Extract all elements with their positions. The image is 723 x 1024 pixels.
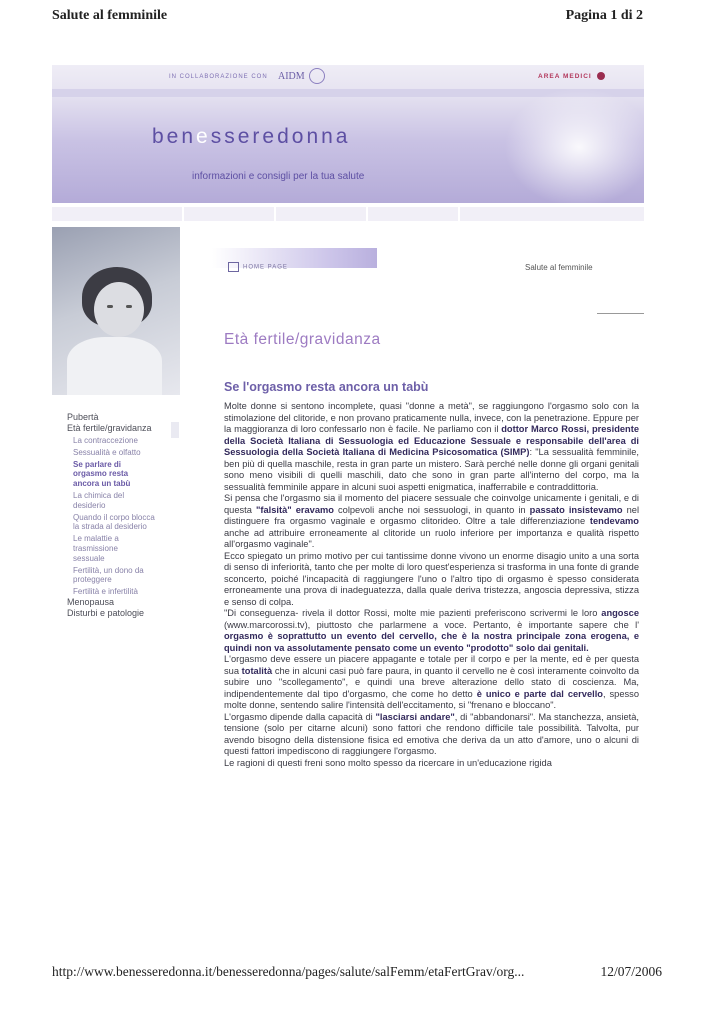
sidebar-subitem[interactable]: Sessualità e olfatto [73, 447, 141, 457]
partner-name[interactable]: AIDM [278, 71, 305, 82]
sidebar-nav [67, 412, 185, 619]
site-logo[interactable]: benesseredonna [152, 125, 351, 148]
collaboration-label: IN COLLABORAZIONE CON [169, 74, 268, 80]
area-medici-icon [597, 72, 605, 80]
sidebar-subitem[interactable]: Quando il corpo blocca la strada al desiderio [73, 512, 155, 532]
site-tagline: informazioni e consigli per la tua salute [192, 171, 365, 182]
sidebar-subitem[interactable]: Fertilità, un dono da proteggere [73, 565, 144, 585]
sidebar-subitem[interactable]: Fertilità e infertilità [73, 587, 138, 597]
print-date: 12/07/2006 [600, 964, 662, 979]
sidebar-subitem[interactable]: La contraccezione [73, 436, 138, 445]
nav-item[interactable] [184, 207, 274, 221]
paragraph: Molte donne si sentono incomplete, quasi "donne a metà", se raggiungono l'orgasmo solo con la stimolazione del clitoride, e non provano praticamente nulla, invece, con la penetrazione. Eppure per la maggioranza di loro confessarlo non è facile. Ne parliamo con il dottor Marco Rossi, presidente della Società Italiana di Sessuologia ed Educazione Sessuale e responsabile dell'area di Sessuologia della Società Italiana di Medicina Psicosomatica (SIMP): "La sessualità femminile, ben più di quella maschile, resta in gran parte un mistero. Sarà perché nelle donne gli organi genitali sono meno visibili di quelli maschili, dato che sono in gran parte all'interno del corpo, ma la sessualità femminile appare in alcuni suoi aspetti enigmatica, inafferrabile e contraddittoria. [224, 401, 639, 492]
paragraph: Ecco spiegato un primo motivo per cui tantissime donne vivono un enorme disagio unito a una sorta di senso di inferiorità, tanto che per molte di loro quest'esperienza si trasforma in una fonte di grande sconcerto, poiché l'incapacità di raggiungere l'uno o l'altro tipo di orgasmo è spesso considerata erroneamente una prova di inadeguatezza, dalla quale deriva tristezza, angoscia depressiva, stizza e senso di colpa. [224, 550, 639, 607]
article-body [224, 401, 639, 769]
sidebar-item-puberta[interactable]: Pubertà [67, 412, 99, 422]
sidebar-item-disturbi[interactable]: Disturbi e patologie [67, 607, 145, 618]
home-icon [228, 262, 239, 272]
sidebar-item-menopausa[interactable]: Menopausa [67, 596, 115, 607]
scrollbar[interactable] [171, 422, 179, 438]
breadcrumb[interactable]: Salute al femminile [525, 263, 593, 272]
paragraph: L'orgasmo deve essere un piacere appagante e totale per il corpo e per la mente, ed è per questa sua totalità che in alcuni casi può fare paura, in quanto il cervello ne è così interamente coinvolto da subire uno "scollegamento", e quindi una breve alterazione dello stato di coscienza. Ma, indipendentemente dal tipo d'orgasmo, che come ho detto è unico e parte dal cervello, spesso molte donne, sentendo salire l'intensità dell'eccitamento, si "frenano e bloccano". [224, 654, 639, 710]
paragraph: L'orgasmo dipende dalla capacità di "lasciarsi andare", di "abbandonarsi". Ma stanchezza, ansietà, tensione (solo per citarne alcuni) sono fattori che rendono difficile tale possibilità. Talvolta, pur avendo bisogno della distensione fisica ed emotiva che deriva da un atto d'amore, uno o alcuni di questi fattori impediscono di raggiungere l'orgasmo. [224, 711, 639, 756]
home-label[interactable]: HOME PAGE [243, 264, 288, 271]
page-url: http://www.benesseredonna.it/benesseredonna/pages/salute/salFemm/etaFertGrav/org... [52, 964, 525, 979]
nav-item[interactable] [276, 207, 366, 221]
nav-item[interactable] [460, 207, 644, 221]
home-link[interactable] [228, 262, 288, 272]
site-banner [52, 65, 644, 203]
sidebar-item-eta-fertile[interactable]: Età fertile/gravidanza [67, 423, 152, 433]
woman-photo [52, 227, 180, 395]
banner-decoration [504, 87, 644, 203]
paragraph: Si pensa che l'orgasmo sia il momento del piacere sessuale che coinvolge unicamente i genitali, e di questa "falsità" eravamo colpevoli anche noi sessuologi, in quanto in passato insistevamo nel distinguere fra orgasmo vaginale e orgasmo clitorideo. Oltre a tale differenziazione tendevamo anche ad attribuire erroneamente al clitoride un ruolo inferiore per importanza e qualità rispetto all'orgasmo vaginale". [224, 493, 640, 549]
nav-item[interactable] [52, 207, 182, 221]
sidebar-subitem-active[interactable]: Se parlare di orgasmo resta ancora un tabù [73, 459, 131, 489]
area-medici-link[interactable]: AREA MEDICI [538, 73, 592, 80]
print-page-number: Pagina 1 di 2 [565, 8, 643, 23]
article-title: Se l'orgasmo resta ancora un tabù [224, 380, 429, 394]
print-header-title: Salute al femminile [52, 8, 168, 23]
paragraph: "Di conseguenza- rivela il dottor Rossi, molte mie pazienti preferiscono scrivermi le loro angosce (www.marcorossi.tv), piuttosto che parlarmene a voce. Pertanto, è importante sapere che l' orgasmo è soprattutto un evento del cervello, che è la nostra principale zona erogena, e quindi non va assolutamente pensato come un evento "prodotto" solo dai genitali. [224, 608, 639, 653]
article [224, 380, 639, 769]
sidebar-subitem[interactable]: Le malattie a trasmissione sessuale [73, 534, 119, 563]
web-page [52, 55, 644, 945]
section-title: Età fertile/gravidanza [224, 331, 381, 348]
paragraph: Le ragioni di questi freni sono molto spesso da ricercare in un'educazione rigida [224, 757, 552, 768]
print-header [52, 8, 643, 28]
sidebar-subitem[interactable]: La chimica del desiderio [73, 490, 125, 510]
nav-item[interactable] [368, 207, 458, 221]
partner-logo-icon [309, 68, 325, 84]
top-nav [52, 203, 644, 225]
divider [597, 313, 644, 314]
